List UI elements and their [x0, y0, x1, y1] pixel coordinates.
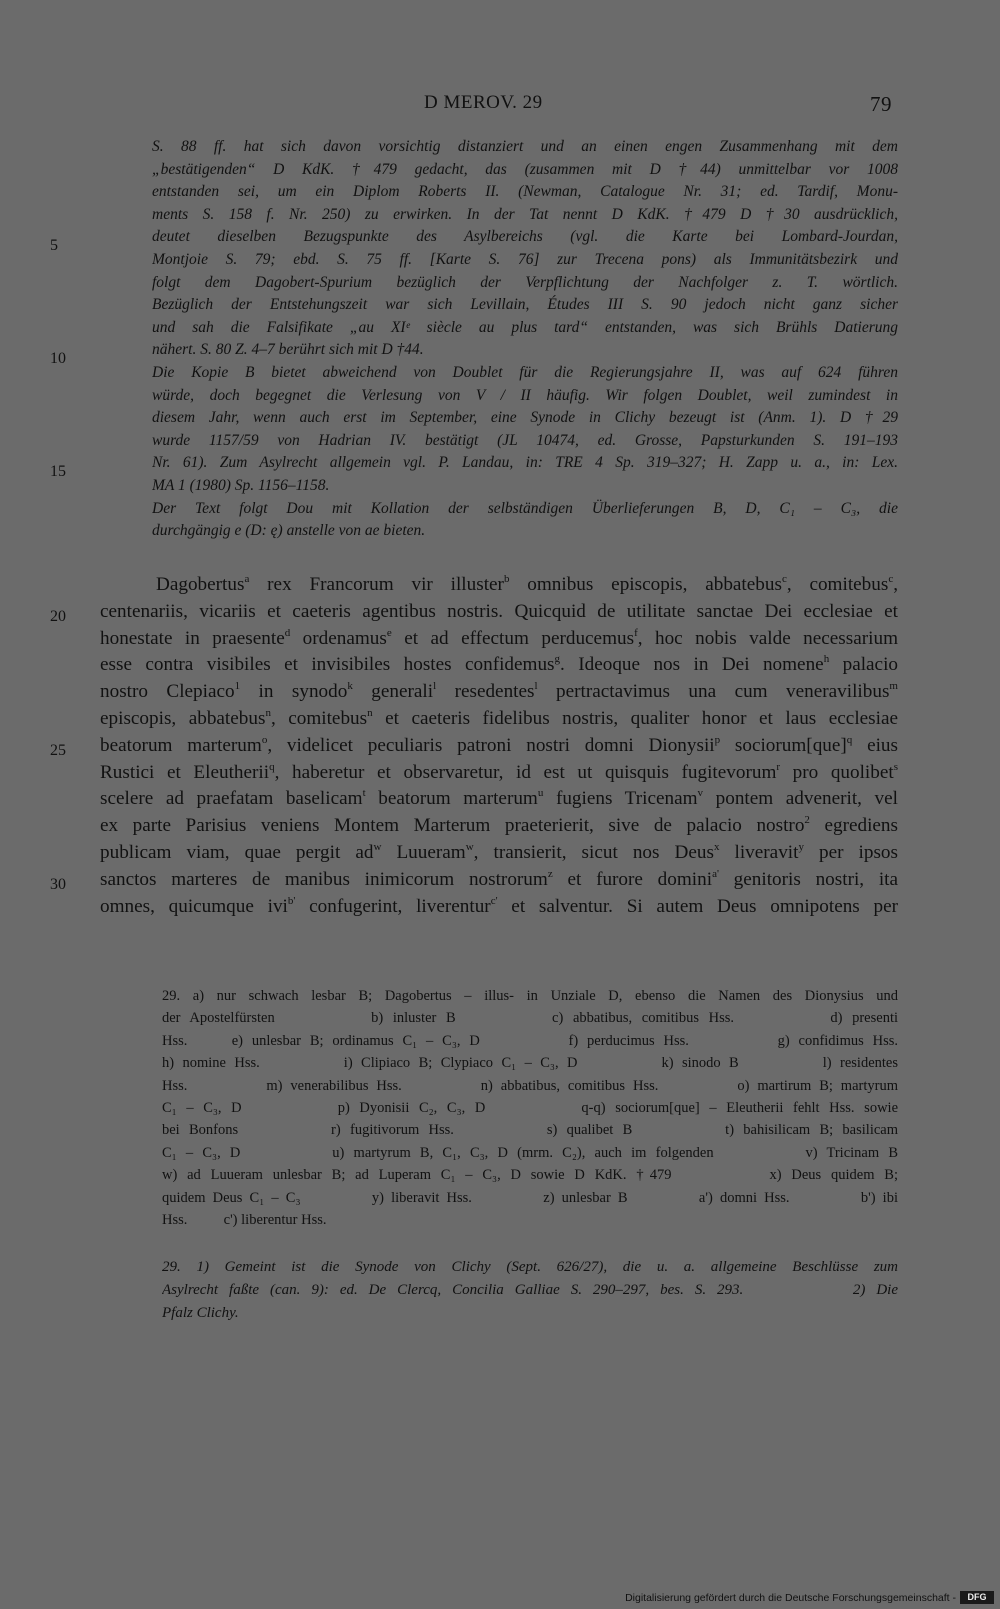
footnote-marker: t — [362, 787, 366, 800]
intro-line: nähert. S. 80 Z. 4–7 berührt sich mit D †44. — [152, 341, 424, 359]
footnote-marker: k — [347, 680, 353, 693]
intro-line: und sah die Falsifikate „au XIᵉ siècle au plus tard“ entstanden, was sich Brühls Datierung — [152, 318, 898, 336]
charter-line: Dagobertus$^a$ rex Francorum vir illuster$^b$ omnibus episcopis, abbatebus$^c$, comitebus$^c$, — [156, 573, 898, 595]
apparatus-line: Hss. e) unlesbar B; ordinamus C₁ – C₃, D f) perducimus Hss. g) confidimus Hss. — [162, 1032, 898, 1049]
apparatus-line: h) nomine Hss. i) Clipiaco B; Clypiaco C₁ – C₃, D k) sinodo B l) residentes — [162, 1055, 898, 1072]
footnote-marker: u — [537, 787, 544, 800]
charter-line: esse contra visibiles et invisibiles hostes confidemus$^g$. Ideoque nos in Dei nomene$^h$ palacio — [100, 653, 898, 676]
intro-line: MA 1 (1980) Sp. 1156–1158. — [152, 476, 330, 494]
intro-line: durchgängig e (D: ę) anstelle von ae bieten. — [152, 522, 426, 540]
intro-line: entstanden sei, um ein Diplom Roberts II. (Newman, Catalogue Nr. 31; ed. Tardif, Monu- — [152, 183, 898, 201]
apparatus-line: quidem Deus C₁ – C₃ y) liberavit Hss. z) unlesbar B a') domni Hss. b') ibi — [162, 1189, 898, 1206]
footnote-marker: c — [888, 573, 894, 585]
footnote-marker: q — [269, 760, 275, 773]
footnote-marker: b — [503, 573, 510, 585]
apparatus-line: C₁ – C₃, D p) Dyonisii C₂, C₃, D q-q) sociorum[que] – Eleutherii fehlt Hss. sowie — [162, 1099, 898, 1116]
intro-line: „bestätigenden“ D KdK. †479 gedacht, das (zusammen mit D †44) unmittelbar vor 1008 — [152, 160, 898, 178]
charter-text — [100, 572, 898, 920]
intro-line: Bezüglich der Entstehungszeit war sich Levillain, Études III S. 90 jedoch nicht ganz sicher — [152, 296, 898, 314]
footnote-marker: a' — [712, 867, 719, 880]
charter-line: scelere ad praefatam baselicam$^t$ beatorum marterum$^u$ fugiens Tricenam$^v$ pontem advenerit, vel — [100, 787, 898, 810]
footnote-marker: v — [697, 787, 704, 800]
intro-line: folgt dem Dagobert-Spurium bezüglich der Verpflichtung der Nachfolger z. T. wörtlich. — [152, 273, 898, 291]
intro-line: wurde 1157/59 von Hadrian IV. bestätigt (JL 10474, ed. Grosse, Papsturkunden S. 191–193 — [152, 431, 898, 449]
footnote-marker: g — [554, 653, 561, 666]
footnote-marker: w — [373, 840, 382, 853]
footnote-marker: c' — [490, 894, 498, 907]
charter-line: honestate in praesente$^d$ ordenamus$^e$ et ad effectum perducemus$^f$, hoc nobis valde necessarium — [100, 626, 898, 649]
footnote-marker: c — [781, 573, 787, 585]
intro-line: würde, doch begegnet die Verlesung von V / II häufig. Wir folgen Doublet, weil zumindest in — [152, 386, 898, 404]
apparatus-line: w) ad Luueram unlesbar B; ad Luperam C₁ – C₃, D sowie D KdK. †479 x) Deus quidem B; — [162, 1167, 898, 1184]
footnote-marker: w — [465, 840, 474, 853]
running-title: D MEROV. 29 — [424, 92, 543, 113]
intro-line: Die Kopie B bietet abweichend von Doublet für die Regierungsjahre II, was auf 624 führen — [152, 363, 898, 381]
footnote-marker: b' — [287, 894, 296, 907]
charter-line: publicam viam, quae pergit $ad^w$ Luueram$^w$, transierit, sicut nos Deus$^x$ liveravit$^y$ per ipsos — [100, 840, 898, 863]
footnote-marker: n — [265, 706, 271, 719]
footnote-marker: x — [713, 840, 720, 853]
line-number: 10 — [50, 350, 66, 367]
charter-line: ex parte Parisius veniens Montem Marterum praeterierit, sive de palacio nostro$^2$ egrediens — [100, 814, 898, 837]
intro-line: deutet dieselben Bezugspunkte des Asylbereichs (vgl. die Karte bei Lombard-Jourdan, — [152, 228, 898, 246]
line-number: 5 — [50, 237, 58, 254]
footnote-marker: s — [893, 760, 898, 773]
footnote-marker: p — [714, 733, 721, 746]
intro-line: Der Text folgt Dou mit Kollation der selbständigen Überlieferungen B, D, C₁ – C₃, die — [152, 499, 898, 517]
footnote-marker: 1 — [234, 680, 241, 693]
charter-line: nostro Clepiaco$^1$ in synodo$^k$ generali$^l$ resedentes$^l$ pertractavimus una cum veneravilibus$^m$ — [100, 680, 898, 703]
page-number: 79 — [870, 92, 892, 116]
commentary-line: 29. 1) Gemeint ist die Synode von Clichy (Sept. 626/27), die u. a. allgemeine Beschlüsse zum — [162, 1259, 898, 1275]
footer-text: Digitalisierung gefördert durch die Deutsche Forschungsgemeinschaft - — [625, 1592, 956, 1604]
footnote-marker: q — [846, 733, 853, 746]
commentary-line: Asylrecht faßte (can. 9): ed. De Clercq, Concilia Galliae S. 290–297, bes. S. 293. 2) Die — [162, 1282, 898, 1298]
charter-line: centenariis, vicariis et caeteris agentibus nostris. Quicquid de utilitate sanctae Dei ecclesiae et — [100, 600, 898, 622]
line-number: 15 — [50, 463, 66, 480]
critical-apparatus — [162, 985, 898, 1231]
footnote-marker: f — [634, 626, 638, 639]
charter-line: episcopis, abbatebus$^n$, comitebus$^n$ et caeteris fidelibus nostris, qualiter honor et laus ecclesiae — [100, 706, 898, 729]
footnote-marker: l — [534, 680, 538, 693]
footnote-marker: r — [776, 760, 781, 773]
footnote-marker: e — [386, 626, 392, 639]
footnote-marker: d — [284, 626, 291, 639]
intro-line: Nr. 61). Zum Asylrecht allgemein vgl. P. Landau, in: TRE 4 Sp. 319–327; H. Zapp u. a., in: Lex. — [152, 454, 898, 472]
footnote-marker: 2 — [804, 814, 810, 827]
line-number: 25 — [50, 742, 66, 759]
footnote-marker: y — [798, 840, 804, 853]
commentary-line: Pfalz Clichy. — [162, 1305, 239, 1321]
apparatus-line: Hss. c') liberentur Hss. — [162, 1211, 327, 1228]
charter-line: Rustici et Eleutherii$^q$, haberetur et observaretur, id est ut quisquis fugitevorum$^r$ pro quolibet$^s$ — [100, 760, 898, 783]
commentary-notes — [162, 1256, 898, 1325]
footnote-marker: m — [889, 680, 898, 693]
charter-line: omnes, quicumque ivi$^{b'}$ confugerint, liverentur$^{c'}$ et salventur. Si autem Deus omnipotens per — [100, 894, 898, 917]
footnote-marker: z — [547, 867, 553, 880]
intro-line: ments S. 158 f. Nr. 250) zu erwirken. In der Tat nennt D KdK. †479 D †30 ausdrücklich, — [152, 205, 898, 223]
footnote-marker: l — [433, 680, 437, 693]
footer — [0, 1590, 1000, 1609]
footnote-marker: o — [261, 733, 268, 746]
charter-line: sanctos marteres de manibus inimicorum nostrorum$^z$ et furore domini$^{a'}$ genitoris nostri, ita — [100, 867, 898, 890]
apparatus-line: 29. a) nur schwach lesbar B; Dagobertus – illus- in Unziale D, ebenso die Namen des Dionysius und — [162, 988, 898, 1004]
running-header — [0, 92, 1000, 122]
introductory-commentary — [152, 136, 898, 543]
dfg-logo: DFG — [960, 1591, 994, 1604]
intro-line: diesem Jahr, wenn auch erst im September, eine Synode in Clichy bezeugt ist (Anm. 1). D †29 — [152, 409, 898, 427]
line-number: 20 — [50, 608, 66, 625]
footnote-marker: n — [367, 706, 373, 719]
intro-line: S. 88 ff. hat sich davon vorsichtig distanziert und an einen engen Zusammenhang mit dem — [152, 138, 898, 155]
line-number: 30 — [50, 876, 66, 893]
apparatus-line: Hss. m) venerabilibus Hss. n) abbatibus, comitibus Hss. o) martirum B; martyrum — [162, 1077, 898, 1094]
apparatus-line: bei Bonfons r) fugitivorum Hss. s) qualibet B t) bahisilicam B; basilicam — [162, 1122, 898, 1139]
apparatus-line: der Apostelfürsten b) inluster B c) abbatibus, comitibus Hss. d) presenti — [162, 1010, 898, 1027]
footnote-marker: h — [823, 653, 830, 666]
apparatus-line: C₁ – C₃, D u) martyrum B, C₁, C₃, D (mrm. C₂), auch im folgenden v) Tricinam B — [162, 1144, 898, 1161]
intro-line: Montjoie S. 79; ebd. S. 75 ff. [Karte S. 76] zur Trecena pons) als Immunitätsbezirk und — [152, 250, 898, 268]
footnote-marker: a — [244, 573, 250, 585]
charter-line: beatorum marterum$^o$, videlicet peculiaris patroni nostri domni Dionysii$^p$ sociorum[que]$^q$ eius — [100, 733, 898, 756]
